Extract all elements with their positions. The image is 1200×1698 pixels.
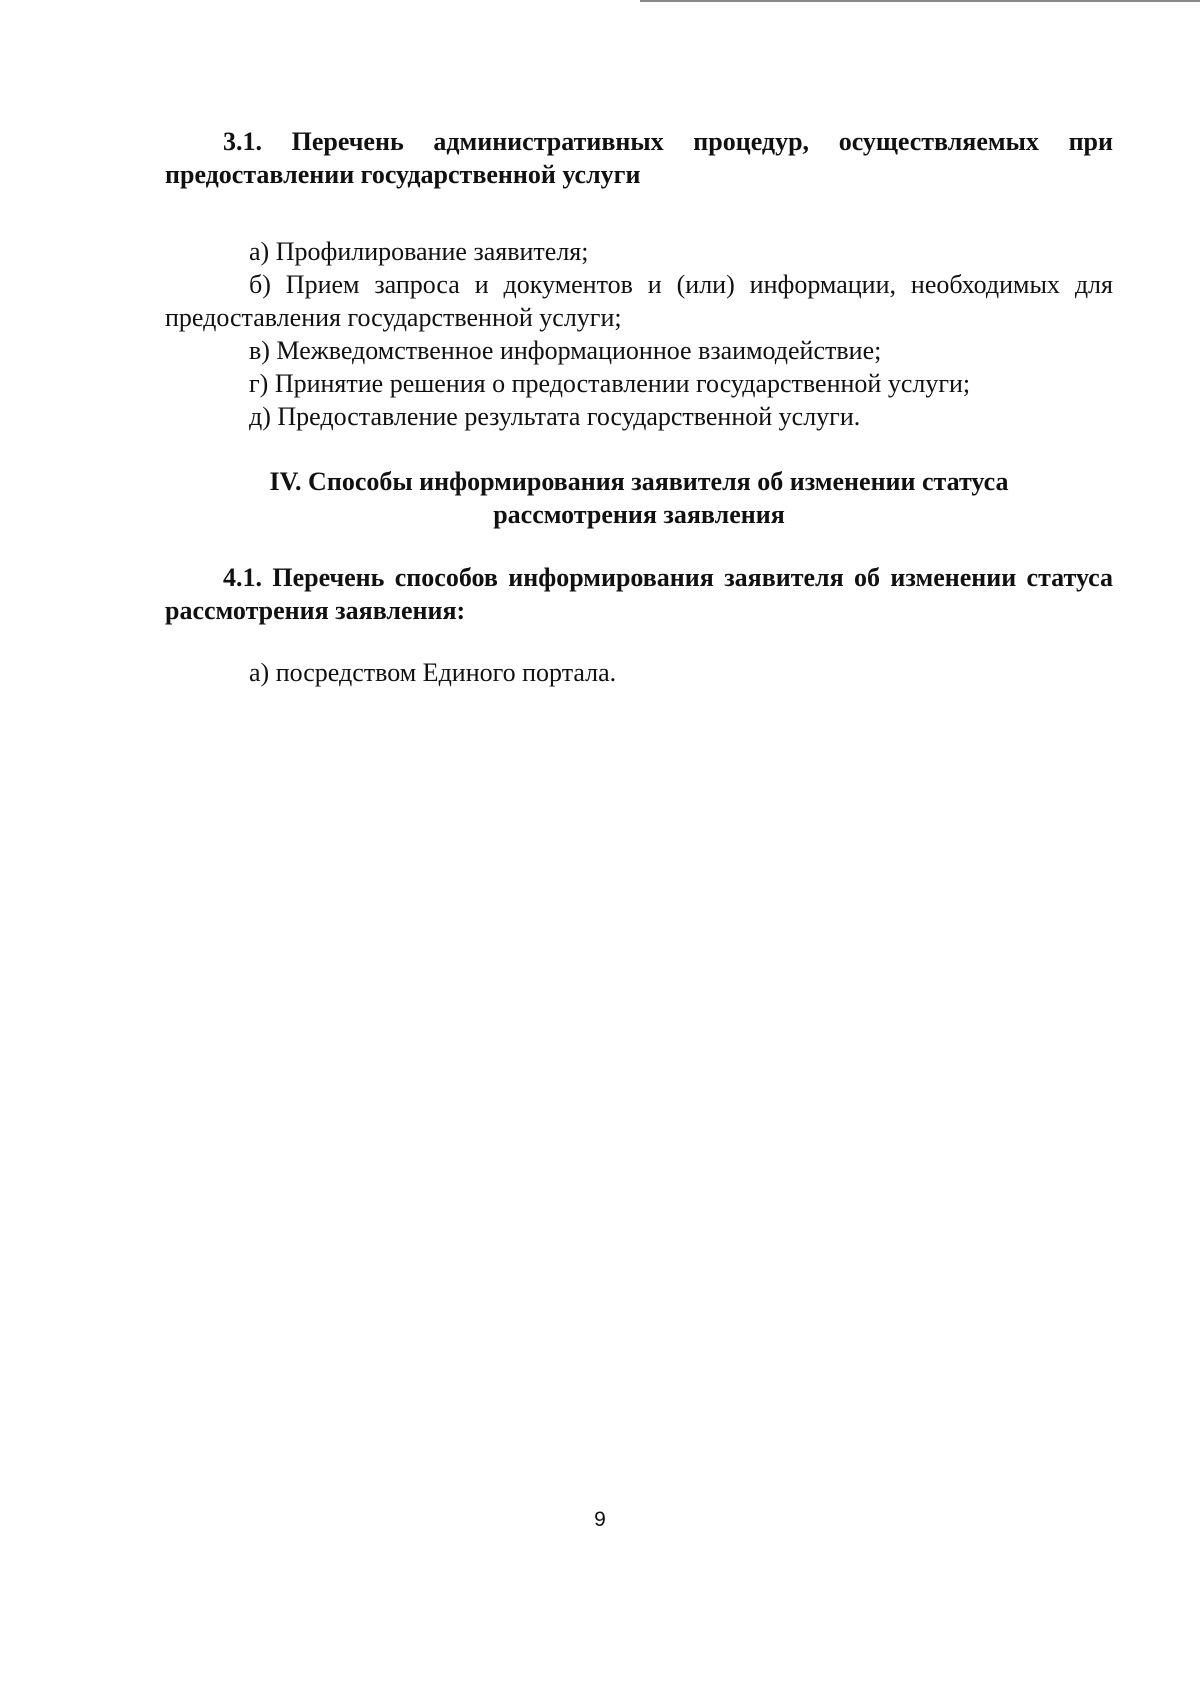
section-4-1-heading: 4.1. Перечень способов информирования заявителя об изменении статуса рассмотрения заявления: [165,563,1113,625]
list-item: г) Принятие решения о предоставлении государственной услуги; [249,369,971,398]
scan-edge-line [640,0,1200,2]
list-item: а) Профилирование заявителя; [249,237,589,266]
list-item: а) посредством Единого портала. [249,658,617,687]
list-item: в) Межведомственное информационное взаимодействие; [249,336,882,365]
section-3-1-heading: 3.1. Перечень административных процедур, осуществляемых при предоставлении государственной услуги [165,127,1113,189]
page-content [165,125,1113,689]
list-item: б) Прием запроса и документов и (или) информации, необходимых для предоставления государственной услуги; [165,270,1113,332]
notification-methods-list [165,656,1113,689]
list-item: д) Предоставление результата государственной услуги. [249,402,861,431]
section-iv-heading: IV. Способы информирования заявителя об изменении статуса рассмотрения заявления [269,467,1009,529]
page-number: 9 [594,1508,606,1531]
procedures-list [165,235,1113,433]
